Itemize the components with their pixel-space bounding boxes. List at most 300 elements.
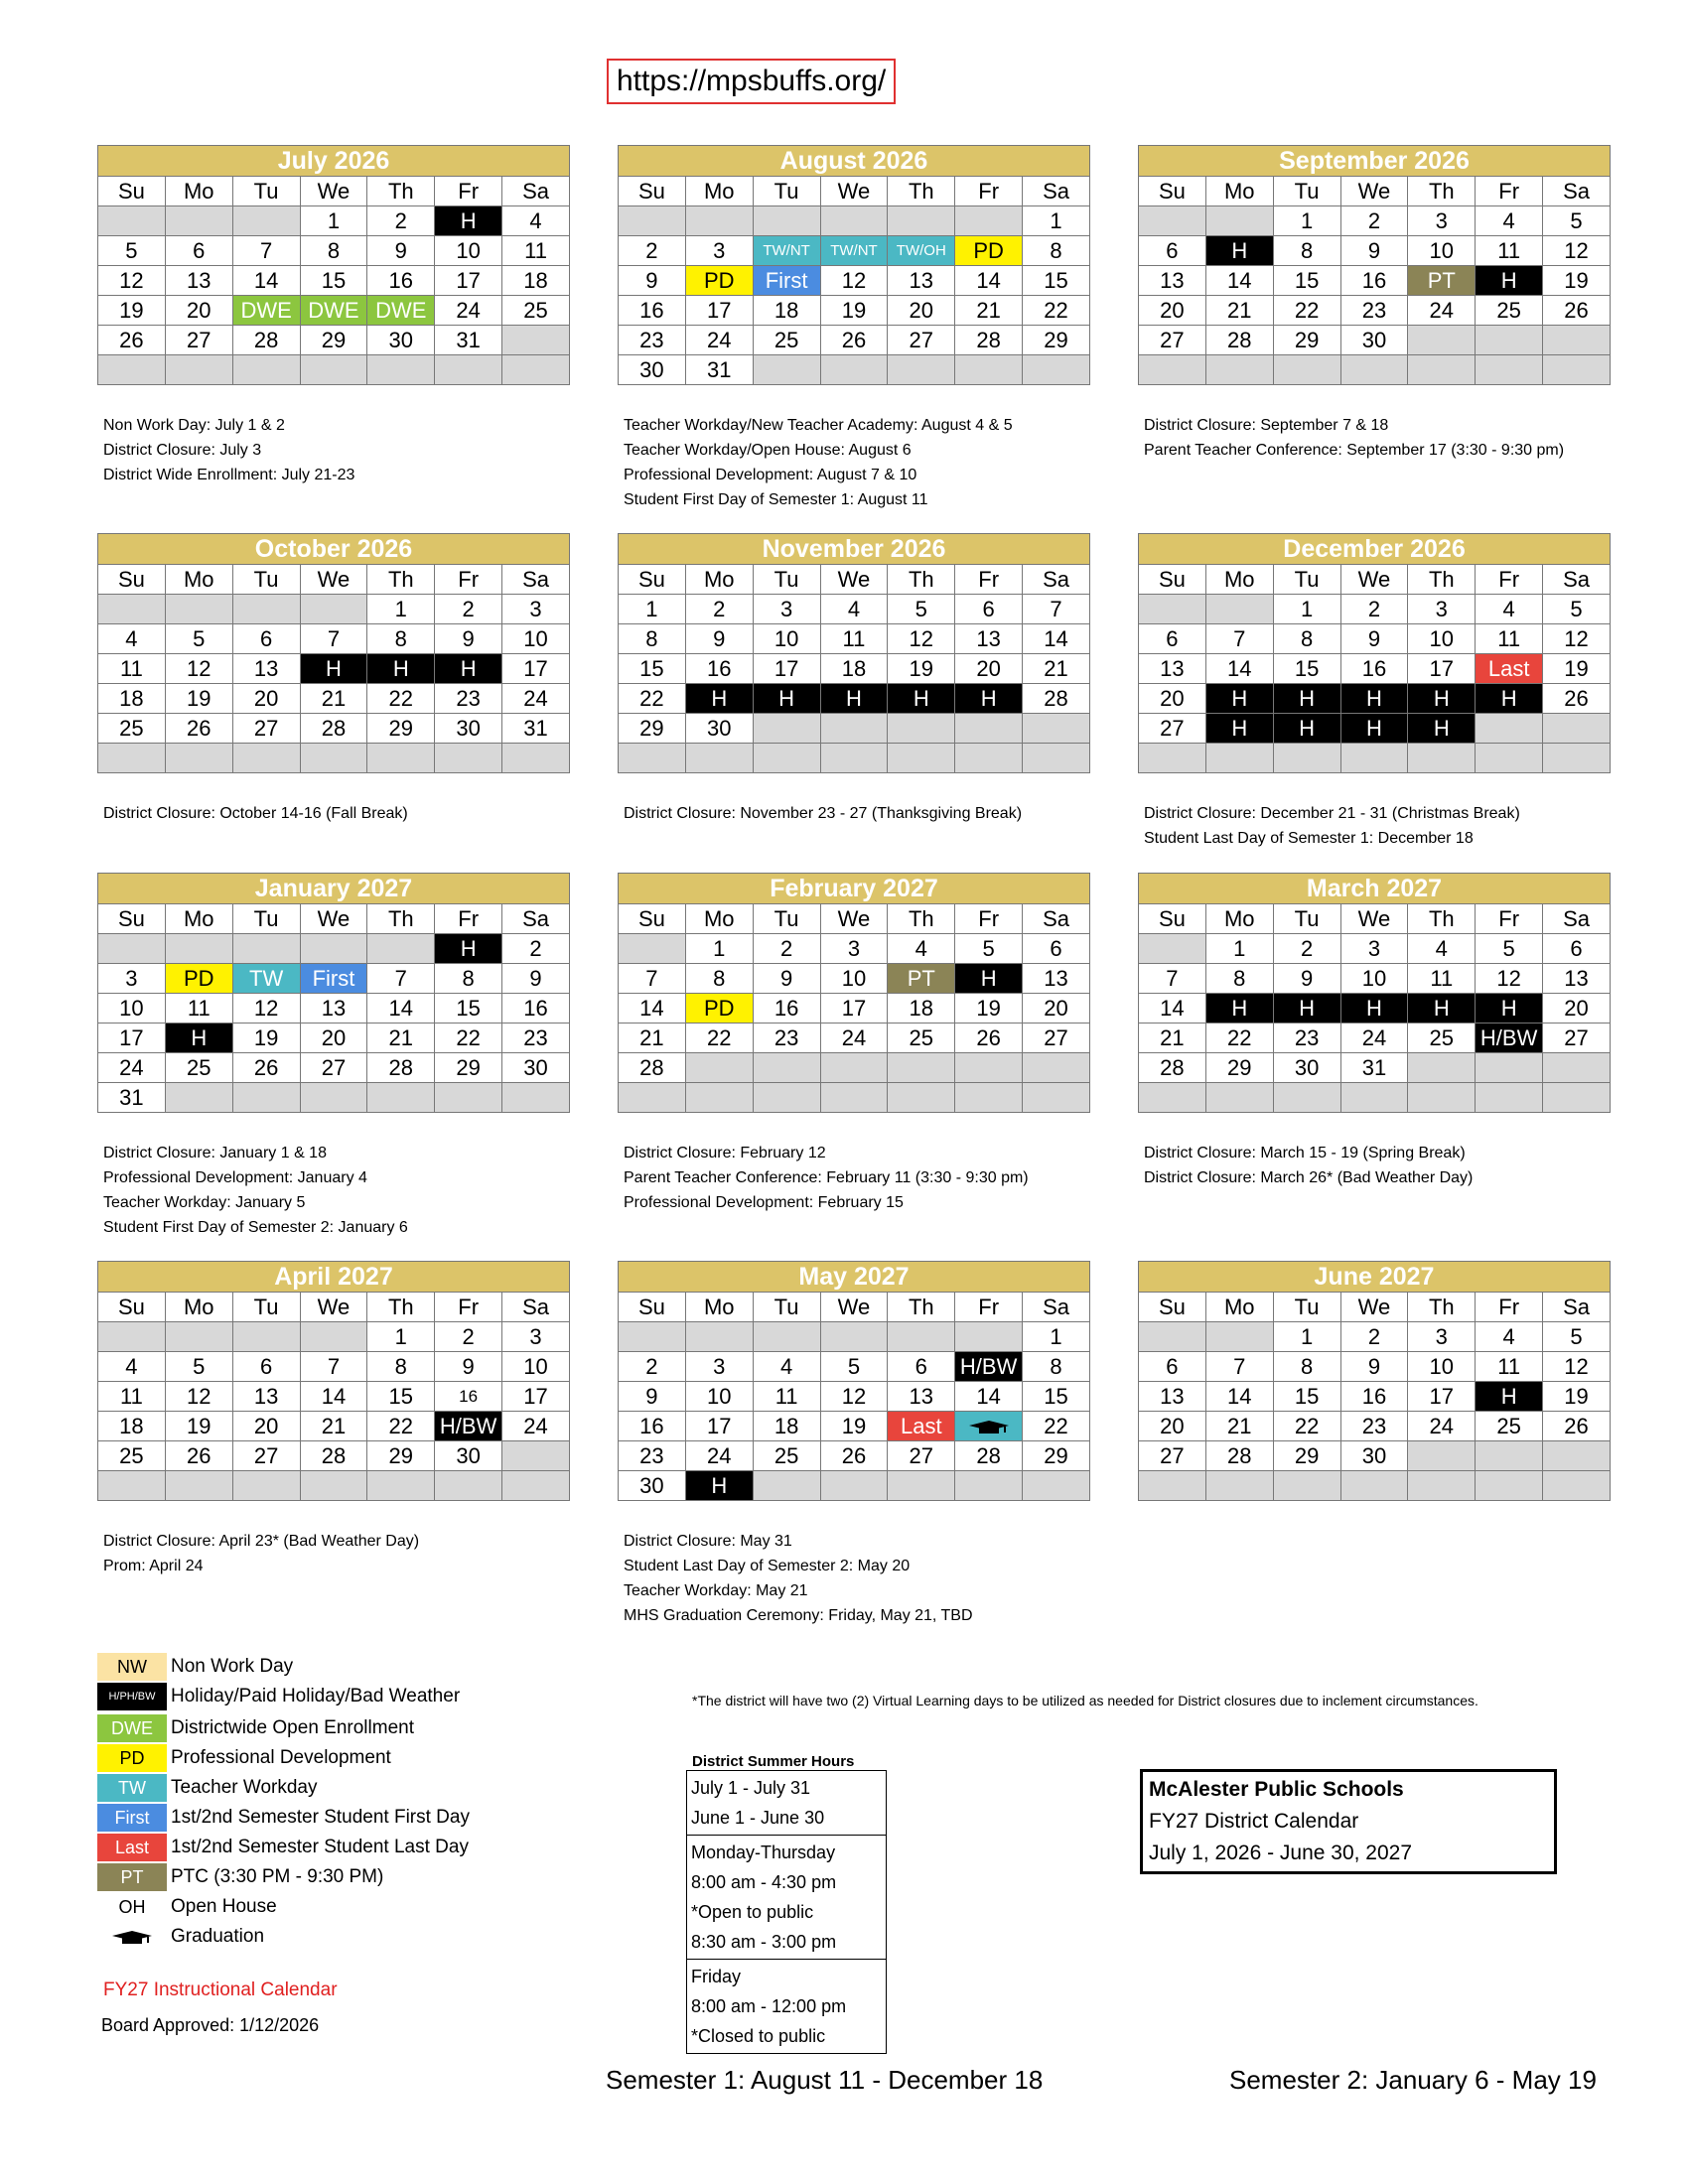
weekday-header: Sa [1023, 565, 1090, 595]
day-cell: 25 [1476, 1412, 1543, 1441]
day-cell: 14 [1205, 266, 1273, 296]
weekday-header: We [300, 904, 367, 934]
empty-day-cell [165, 1471, 232, 1501]
day-cell: 3 [1408, 595, 1476, 624]
day-cell: 10 [502, 624, 570, 654]
day-cell: 25 [98, 714, 166, 744]
day-cell: 29 [367, 1441, 435, 1471]
legend-swatch: First [97, 1804, 167, 1832]
day-cell: TW/NT [820, 236, 888, 266]
day-cell: 15 [1023, 1382, 1090, 1412]
weekday-header: Su [1139, 904, 1206, 934]
empty-day-cell [888, 355, 955, 385]
empty-day-cell [1139, 1083, 1206, 1113]
day-cell: 1 [1023, 206, 1090, 236]
day-cell: 5 [955, 934, 1023, 964]
empty-day-cell [232, 206, 300, 236]
empty-day-cell [300, 1471, 367, 1501]
day-cell: 25 [753, 326, 820, 355]
day-cell: 6 [1139, 624, 1206, 654]
day-cell: 9 [619, 266, 686, 296]
empty-day-cell [1476, 744, 1543, 773]
day-cell: DWE [367, 296, 435, 326]
day-cell: 19 [888, 654, 955, 684]
empty-day-cell [1340, 1083, 1408, 1113]
empty-day-cell [685, 1053, 753, 1083]
day-cell: 5 [888, 595, 955, 624]
empty-day-cell [1543, 1441, 1611, 1471]
day-cell: 17 [435, 266, 502, 296]
note-line: District Closure: January 1 & 18 [103, 1145, 327, 1161]
day-cell: 5 [1543, 595, 1611, 624]
day-cell: 5 [1476, 934, 1543, 964]
day-cell: 23 [502, 1024, 570, 1053]
day-cell: 13 [888, 1382, 955, 1412]
legend-swatch: PT [97, 1863, 167, 1891]
empty-day-cell [1273, 355, 1340, 385]
note-line: MHS Graduation Ceremony: Friday, May 21, TBD [624, 1607, 973, 1624]
day-cell: H [1476, 684, 1543, 714]
legend-label: Professional Development [171, 1747, 391, 1768]
day-cell: 11 [1476, 624, 1543, 654]
day-cell: 24 [685, 326, 753, 355]
note-line: District Closure: September 7 & 18 [1144, 417, 1389, 434]
day-cell: 13 [1139, 1382, 1206, 1412]
day-cell: TW [232, 964, 300, 994]
day-cell: 20 [888, 296, 955, 326]
day-cell: 12 [888, 624, 955, 654]
month-calendar [97, 533, 570, 773]
day-cell: H [367, 654, 435, 684]
empty-day-cell [820, 1083, 888, 1113]
day-cell: 8 [1205, 964, 1273, 994]
day-cell: 6 [1023, 934, 1090, 964]
legend-swatch: H/PH/BW [97, 1683, 167, 1710]
day-cell: H/BW [955, 1352, 1023, 1382]
weekday-header: Tu [753, 1293, 820, 1322]
weekday-header: Fr [1476, 1293, 1543, 1322]
day-cell: 21 [1139, 1024, 1206, 1053]
day-cell: 4 [888, 934, 955, 964]
day-cell: 9 [367, 236, 435, 266]
day-cell: 28 [232, 326, 300, 355]
month-notes [624, 413, 1100, 512]
day-cell: 8 [1273, 1352, 1340, 1382]
day-cell: 29 [1273, 1441, 1340, 1471]
day-cell: H [435, 934, 502, 964]
empty-day-cell [955, 206, 1023, 236]
weekday-header: We [1340, 177, 1408, 206]
note-line: Parent Teacher Conference: February 11 (3:30 - 9:30 pm) [624, 1169, 1029, 1186]
month-title: August 2026 [619, 146, 1090, 177]
day-cell: 31 [98, 1083, 166, 1113]
day-cell: 12 [1543, 236, 1611, 266]
graduation-cap-icon [955, 1412, 1023, 1441]
day-cell: 27 [888, 1441, 955, 1471]
day-cell: H [1340, 994, 1408, 1024]
day-cell: 6 [1543, 934, 1611, 964]
day-cell: 30 [367, 326, 435, 355]
day-cell: 9 [435, 1352, 502, 1382]
weekday-header: We [820, 177, 888, 206]
day-cell: 11 [820, 624, 888, 654]
day-cell: 24 [685, 1441, 753, 1471]
day-cell: 16 [619, 1412, 686, 1441]
day-cell: 24 [820, 1024, 888, 1053]
empty-day-cell [619, 206, 686, 236]
day-cell: 17 [502, 1382, 570, 1412]
empty-day-cell [955, 1083, 1023, 1113]
empty-day-cell [300, 355, 367, 385]
day-cell: 3 [685, 236, 753, 266]
day-cell: 28 [955, 326, 1023, 355]
day-cell: 11 [1476, 236, 1543, 266]
day-cell: 6 [165, 236, 232, 266]
day-cell: 2 [619, 1352, 686, 1382]
empty-day-cell [1023, 744, 1090, 773]
day-cell: 2 [753, 934, 820, 964]
day-cell: H [1408, 684, 1476, 714]
weekday-header: Tu [232, 565, 300, 595]
day-cell: H [685, 1471, 753, 1501]
empty-day-cell [1205, 1471, 1273, 1501]
day-cell: H [685, 684, 753, 714]
day-cell: 24 [502, 684, 570, 714]
school-info-box [1140, 1769, 1557, 1874]
empty-day-cell [888, 1471, 955, 1501]
day-cell: 18 [820, 654, 888, 684]
weekday-header: Fr [435, 1293, 502, 1322]
day-cell: 25 [1476, 296, 1543, 326]
day-cell: 26 [1543, 1412, 1611, 1441]
day-cell: 2 [685, 595, 753, 624]
note-line: Parent Teacher Conference: September 17 (3:30 - 9:30 pm) [1144, 442, 1565, 459]
empty-day-cell [955, 1471, 1023, 1501]
day-cell: 15 [1273, 1382, 1340, 1412]
day-cell: 29 [1023, 326, 1090, 355]
day-cell: 11 [753, 1382, 820, 1412]
day-cell: 9 [1340, 236, 1408, 266]
day-cell: 2 [367, 206, 435, 236]
empty-day-cell [502, 1083, 570, 1113]
empty-day-cell [98, 1322, 166, 1352]
school-name: McAlester Public Schools [1149, 1778, 1404, 1801]
day-cell: 30 [619, 1471, 686, 1501]
day-cell: 20 [232, 1412, 300, 1441]
day-cell: 25 [98, 1441, 166, 1471]
day-cell: 3 [685, 1352, 753, 1382]
day-cell: 12 [232, 994, 300, 1024]
day-cell: 1 [619, 595, 686, 624]
month-calendar [1138, 873, 1611, 1113]
day-cell: H [1408, 994, 1476, 1024]
day-cell: H [1340, 684, 1408, 714]
empty-day-cell [1340, 355, 1408, 385]
day-cell: 8 [1273, 236, 1340, 266]
day-cell: H [300, 654, 367, 684]
empty-day-cell [300, 744, 367, 773]
day-cell: 8 [1023, 236, 1090, 266]
month-title: November 2026 [619, 534, 1090, 565]
day-cell: H [1205, 714, 1273, 744]
day-cell: 26 [955, 1024, 1023, 1053]
day-cell: 10 [1340, 964, 1408, 994]
school-date-range: July 1, 2026 - June 30, 2027 [1149, 1842, 1413, 1864]
month-title: June 2027 [1139, 1262, 1611, 1293]
day-cell: 11 [98, 1382, 166, 1412]
day-cell: 9 [502, 964, 570, 994]
month-notes [103, 1141, 580, 1240]
day-cell: 31 [502, 714, 570, 744]
weekday-header: Mo [1205, 1293, 1273, 1322]
day-cell: 3 [502, 595, 570, 624]
empty-day-cell [820, 1471, 888, 1501]
day-cell: Last [1476, 654, 1543, 684]
day-cell: H [955, 684, 1023, 714]
day-cell: 12 [820, 266, 888, 296]
month-calendar [1138, 145, 1611, 385]
weekday-header: Su [619, 565, 686, 595]
day-cell: 21 [1023, 654, 1090, 684]
day-cell: 20 [1139, 684, 1206, 714]
day-cell: H [888, 684, 955, 714]
empty-day-cell [232, 355, 300, 385]
note-line: District Closure: November 23 - 27 (Thanksgiving Break) [624, 805, 1023, 822]
day-cell: 17 [502, 654, 570, 684]
empty-day-cell [165, 595, 232, 624]
note-line: Teacher Workday/Open House: August 6 [624, 442, 912, 459]
empty-day-cell [502, 1471, 570, 1501]
empty-day-cell [300, 1083, 367, 1113]
weekday-header: Tu [753, 565, 820, 595]
legend-swatch: NW [97, 1653, 167, 1681]
day-cell: 16 [502, 994, 570, 1024]
day-cell: 21 [367, 1024, 435, 1053]
note-line: Teacher Workday/New Teacher Academy: August 4 & 5 [624, 417, 1013, 434]
day-cell: 10 [1408, 236, 1476, 266]
note-line: Non Work Day: July 1 & 2 [103, 417, 285, 434]
day-cell: H [165, 1024, 232, 1053]
empty-day-cell [820, 744, 888, 773]
month-title: February 2027 [619, 874, 1090, 904]
graduation-cap-icon [97, 1923, 167, 1951]
day-cell: 16 [685, 654, 753, 684]
board-approved: Board Approved: 1/12/2026 [101, 2015, 320, 2035]
day-cell: 15 [619, 654, 686, 684]
day-cell: 17 [685, 296, 753, 326]
day-cell: PD [165, 964, 232, 994]
day-cell: 16 [1340, 266, 1408, 296]
day-cell: TW/NT [753, 236, 820, 266]
day-cell: 27 [232, 714, 300, 744]
day-cell: 10 [98, 994, 166, 1024]
day-cell: 18 [98, 684, 166, 714]
day-cell: 12 [1543, 1352, 1611, 1382]
empty-day-cell [1139, 355, 1206, 385]
day-cell: 6 [232, 1352, 300, 1382]
weekday-header: We [820, 565, 888, 595]
day-cell: 23 [619, 1441, 686, 1471]
note-line: Professional Development: January 4 [103, 1169, 367, 1186]
empty-day-cell [1408, 326, 1476, 355]
empty-day-cell [955, 714, 1023, 744]
note-line: Professional Development: February 15 [624, 1194, 904, 1211]
empty-day-cell [888, 1322, 955, 1352]
month-title: July 2026 [98, 146, 570, 177]
empty-day-cell [98, 595, 166, 624]
day-cell: 6 [1139, 236, 1206, 266]
empty-day-cell [1139, 934, 1206, 964]
empty-day-cell [955, 355, 1023, 385]
day-cell: 9 [753, 964, 820, 994]
empty-day-cell [367, 1083, 435, 1113]
empty-day-cell [1205, 744, 1273, 773]
day-cell: 15 [367, 1382, 435, 1412]
day-cell: 31 [685, 355, 753, 385]
empty-day-cell [820, 714, 888, 744]
day-cell: 29 [435, 1053, 502, 1083]
empty-day-cell [619, 1322, 686, 1352]
day-cell: 28 [300, 1441, 367, 1471]
day-cell: 31 [435, 326, 502, 355]
day-cell: 17 [685, 1412, 753, 1441]
day-cell: 20 [1139, 296, 1206, 326]
empty-day-cell [888, 1053, 955, 1083]
empty-day-cell [753, 1053, 820, 1083]
day-cell: 2 [435, 1322, 502, 1352]
day-cell: 26 [165, 714, 232, 744]
day-cell: 26 [165, 1441, 232, 1471]
weekday-header: Th [888, 1293, 955, 1322]
note-line: Teacher Workday: January 5 [103, 1194, 306, 1211]
weekday-header: Su [98, 565, 166, 595]
day-cell: 14 [1205, 654, 1273, 684]
day-cell: 3 [1408, 206, 1476, 236]
weekday-header: Fr [955, 904, 1023, 934]
empty-day-cell [435, 355, 502, 385]
day-cell: TW/OH [888, 236, 955, 266]
day-cell: 10 [435, 236, 502, 266]
note-line: District Closure: December 21 - 31 (Christmas Break) [1144, 805, 1520, 822]
day-cell: H [1476, 1382, 1543, 1412]
day-cell: 25 [753, 1441, 820, 1471]
empty-day-cell [367, 355, 435, 385]
weekday-header: Fr [955, 1293, 1023, 1322]
day-cell: H [955, 964, 1023, 994]
empty-day-cell [955, 744, 1023, 773]
day-cell: 17 [98, 1024, 166, 1053]
legend-label: 1st/2nd Semester Student Last Day [171, 1837, 469, 1857]
day-cell: 30 [1340, 1441, 1408, 1471]
day-cell: 19 [165, 684, 232, 714]
note-line: Teacher Workday: May 21 [624, 1582, 808, 1599]
empty-day-cell [1543, 355, 1611, 385]
day-cell: 10 [502, 1352, 570, 1382]
day-cell: H/BW [435, 1412, 502, 1441]
empty-day-cell [1139, 744, 1206, 773]
day-cell: 28 [1023, 684, 1090, 714]
legend-swatch: DWE [97, 1714, 167, 1742]
day-cell: 12 [165, 1382, 232, 1412]
legend-label: Holiday/Paid Holiday/Bad Weather [171, 1686, 461, 1706]
day-cell: 5 [165, 1352, 232, 1382]
day-cell: 9 [1340, 1352, 1408, 1382]
day-cell: 1 [300, 206, 367, 236]
empty-day-cell [502, 355, 570, 385]
website-url[interactable]: https://mpsbuffs.org/ [607, 59, 896, 104]
day-cell: 5 [820, 1352, 888, 1382]
empty-day-cell [1273, 1083, 1340, 1113]
day-cell: 10 [685, 1382, 753, 1412]
day-cell: 14 [367, 994, 435, 1024]
empty-day-cell [753, 714, 820, 744]
note-line: Professional Development: August 7 & 10 [624, 467, 917, 483]
weekday-header: Tu [232, 904, 300, 934]
weekday-header: Sa [502, 1293, 570, 1322]
day-cell: 12 [1543, 624, 1611, 654]
day-cell: H [1340, 714, 1408, 744]
empty-day-cell [753, 206, 820, 236]
day-cell: 5 [165, 624, 232, 654]
month-title: March 2027 [1139, 874, 1611, 904]
day-cell: 20 [955, 654, 1023, 684]
empty-day-cell [888, 744, 955, 773]
day-cell: 13 [1543, 964, 1611, 994]
legend-label: Districtwide Open Enrollment [171, 1717, 414, 1738]
day-cell: 7 [1205, 1352, 1273, 1382]
day-cell: 26 [820, 326, 888, 355]
day-cell: 30 [435, 1441, 502, 1471]
weekday-header: Mo [1205, 177, 1273, 206]
empty-day-cell [435, 1083, 502, 1113]
day-cell: 3 [820, 934, 888, 964]
day-cell: 2 [1340, 206, 1408, 236]
day-cell: 1 [1273, 1322, 1340, 1352]
day-cell: 15 [1273, 266, 1340, 296]
day-cell: 22 [1273, 296, 1340, 326]
empty-day-cell [367, 934, 435, 964]
day-cell: 13 [888, 266, 955, 296]
weekday-header: Mo [685, 904, 753, 934]
month-calendar [1138, 1261, 1611, 1501]
month-notes [1144, 1141, 1620, 1190]
weekday-header: We [820, 904, 888, 934]
summer-hours-block [687, 1960, 886, 2053]
day-cell: 22 [619, 684, 686, 714]
empty-day-cell [232, 744, 300, 773]
weekday-header: Sa [502, 177, 570, 206]
day-cell: 10 [820, 964, 888, 994]
day-cell: 15 [300, 266, 367, 296]
day-cell: 24 [1340, 1024, 1408, 1053]
day-cell: 5 [98, 236, 166, 266]
weekday-header: Sa [1543, 1293, 1611, 1322]
day-cell: 17 [753, 654, 820, 684]
empty-day-cell [1543, 1083, 1611, 1113]
day-cell: 18 [753, 296, 820, 326]
day-cell: 7 [300, 1352, 367, 1382]
day-cell: H [435, 206, 502, 236]
note-line: District Wide Enrollment: July 21-23 [103, 467, 355, 483]
calendar-name: FY27 Instructional Calendar [103, 1979, 338, 2000]
day-cell: PT [888, 964, 955, 994]
weekday-header: Su [1139, 1293, 1206, 1322]
day-cell: First [753, 266, 820, 296]
day-cell: 7 [232, 236, 300, 266]
day-cell: 29 [1273, 326, 1340, 355]
day-cell: 10 [1408, 1352, 1476, 1382]
month-title: January 2027 [98, 874, 570, 904]
